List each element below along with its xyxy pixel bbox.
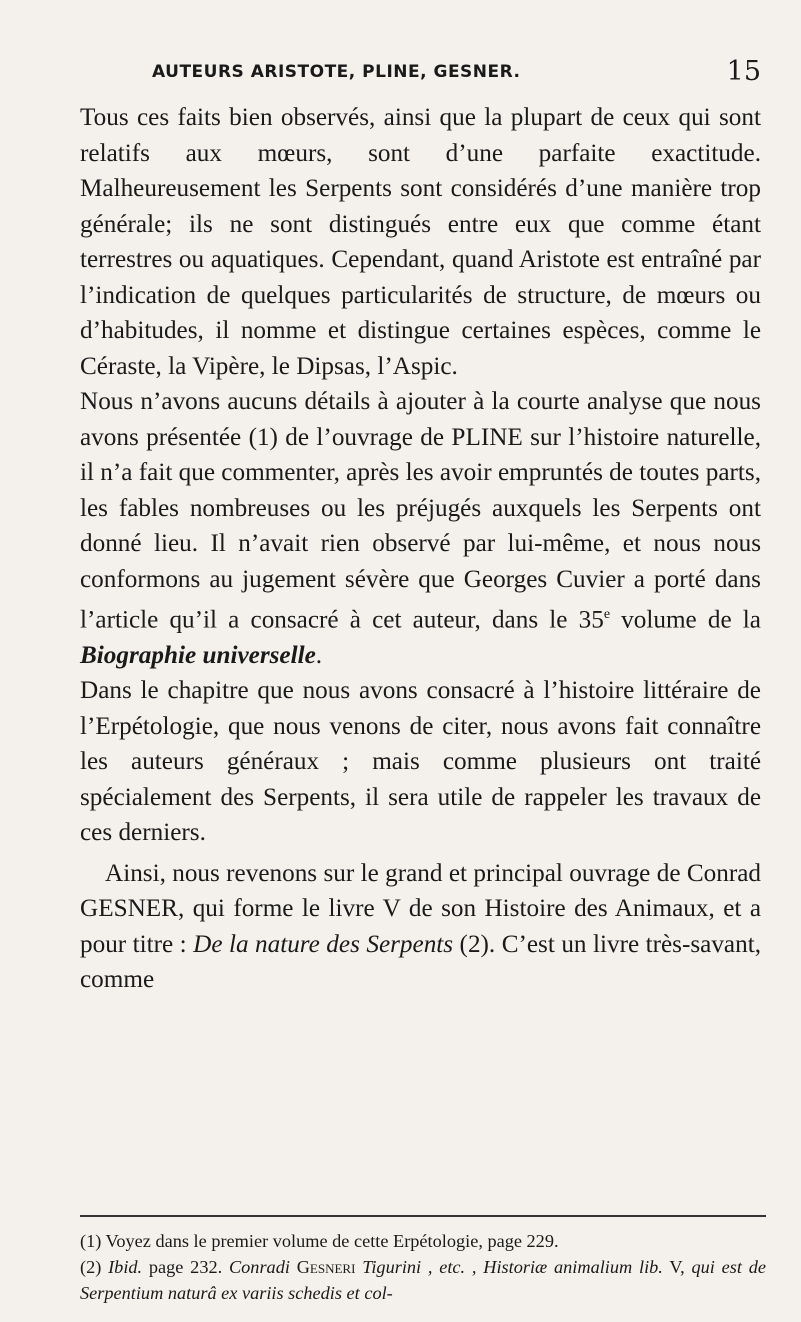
page-number: 15	[726, 56, 761, 87]
footnote-2-gesneri: Gesneri	[289, 1257, 363, 1277]
footnote-divider	[80, 1215, 766, 1217]
paragraph-2-sup: e	[603, 607, 611, 622]
paragraph-2-italic-title: Biographie universelle	[80, 641, 316, 669]
footnote-2-ibid: Ibid.	[108, 1257, 143, 1277]
paragraph-3: Dans le chapitre que nous avons consacré à l’histoire littéraire de l’Erpétologie, que nous venons de citer, nous avons fait connaître les auteurs généraux ; mais comme plusieurs ont traité spécialement des Serpents, il sera utile de rappeler les travaux de ces derniers.	[80, 677, 761, 847]
footnote-2-conradi: Conradi	[228, 1257, 290, 1277]
footnote-2-book: V,	[662, 1257, 692, 1277]
footnote-2-page: page 232.	[142, 1257, 229, 1277]
paragraph-2-text-c: .	[315, 641, 323, 669]
footnote-2-latin: qui est de Serpentium naturâ ex variis schedis et col-	[80, 1257, 766, 1303]
paragraph-2	[80, 384, 761, 673]
paragraph-4-italic-title: De la nature des Serpents	[193, 930, 454, 958]
paragraph-1: Tous ces faits bien observés, ainsi que la plupart de ceux qui sont relatifs aux mœurs, sont d’une parfaite exactitude. Malheureusement les Serpents sont considérés d’une manière trop générale; ils ne sont distingués entre eux que comme étant terrestres ou aquatiques. Cependant, quand Aristote est entraîné par l’indication de quelques particularités de structure, de mœurs ou d’habitudes, il nomme et distingue certaines espèces, comme le Céraste, la Vipère, le Dipsas, l’Aspic.	[80, 104, 761, 380]
footnote-2	[80, 1254, 766, 1306]
body-text	[80, 100, 761, 998]
paragraph-4-text-b: (2). C’est un livre très-savant, comme	[80, 930, 761, 994]
footnotes	[80, 1228, 766, 1306]
paragraph-4-text-a: Ainsi, nous revenons sur le grand et principal ouvrage de Conrad GESNER, qui forme le livre V de son Histoire des Animaux, et a pour titre :	[80, 859, 761, 958]
paragraph-4	[80, 856, 761, 998]
paragraph-2-text-a: Nous n’avons aucuns détails à ajouter à la courte analyse que nous avons présentée (1) de l’ouvrage de PLINE sur l’histoire naturelle, il n’a fait que commenter, après les avoir empruntés de toutes parts, les fables nombreuses ou les préjugés auxquels les Serpents ont donné lieu. Il n’avait rien observé par lui-même, et nous nous conformons au jugement sévère que Georges Cuvier a porté dans l’article qu’il a consacré à cet auteur, dans le 35	[80, 388, 761, 634]
running-head-title: AUTEURS ARISTOTE, PLINE, GESNER.	[152, 62, 521, 82]
footnote-1: (1) Voyez dans le premier volume de cette Erpétologie, page 229.	[80, 1231, 559, 1251]
paragraph-2-text-b: volume de la	[610, 606, 761, 634]
footnote-2-tigurini: Tigurini , etc. , Historiæ animalium lib.	[362, 1257, 663, 1277]
running-head	[80, 56, 761, 92]
footnote-2-num: (2)	[80, 1257, 109, 1277]
